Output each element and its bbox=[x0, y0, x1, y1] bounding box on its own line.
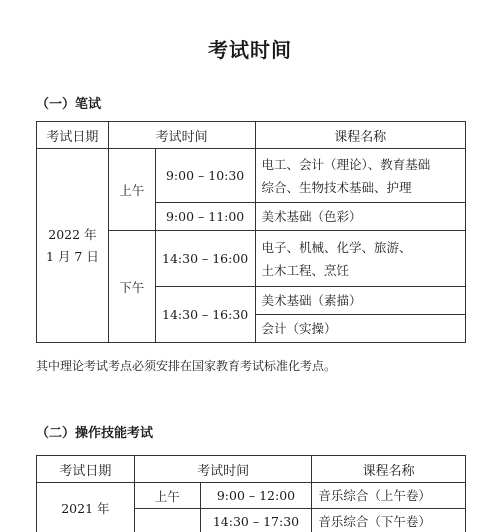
course-cell: 会计（实操） bbox=[255, 315, 465, 343]
time-cell: 14:30 – 17:30 bbox=[200, 509, 312, 532]
header-exam-time: 考试时间 bbox=[134, 456, 312, 483]
course-line: 综合、生物技术基础、护理 bbox=[261, 179, 412, 195]
exam-date-year: 2021 年 bbox=[61, 500, 110, 516]
header-exam-date: 考试日期 bbox=[37, 456, 135, 483]
period-morning: 上午 bbox=[134, 483, 200, 509]
table-header-row bbox=[37, 456, 466, 483]
exam-date-year: 2022 年 bbox=[48, 226, 97, 242]
header-exam-date: 考试日期 bbox=[37, 122, 109, 149]
written-exam-table bbox=[36, 121, 466, 343]
table-row bbox=[37, 483, 466, 509]
course-cell: 美术基础（色彩） bbox=[255, 203, 465, 231]
exam-venue-note: 其中理论考试考点必须安排在国家教育考试标准化考点。 bbox=[36, 359, 337, 373]
course-line: 电子、机械、化学、旅游、 bbox=[261, 239, 412, 255]
course-cell bbox=[255, 149, 465, 203]
course-cell: 美术基础（素描） bbox=[255, 287, 465, 315]
time-cell: 14:30 – 16:00 bbox=[155, 231, 255, 287]
exam-date-cell bbox=[37, 483, 135, 532]
time-cell: 9:00 – 10:30 bbox=[155, 149, 255, 203]
period-morning: 上午 bbox=[108, 149, 155, 231]
table-header-row bbox=[37, 122, 466, 149]
practical-exam-table bbox=[36, 455, 466, 532]
course-line: 土木工程、烹饪 bbox=[261, 262, 350, 278]
course-cell: 音乐综合（下午卷） bbox=[312, 509, 466, 532]
period-afternoon bbox=[134, 509, 200, 532]
header-exam-time: 考试时间 bbox=[108, 122, 255, 149]
course-line: 电工、会计（理论）、教育基础 bbox=[261, 156, 431, 172]
time-cell: 9:00 – 11:00 bbox=[155, 203, 255, 231]
page-title: 考试时间 bbox=[208, 38, 292, 62]
period-afternoon: 下午 bbox=[108, 231, 155, 343]
exam-date-day: 1 月 7 日 bbox=[46, 248, 99, 264]
time-cell: 14:30 – 16:30 bbox=[155, 287, 255, 343]
section-heading-practical: （二）操作技能考试 bbox=[36, 426, 154, 441]
header-course-name: 课程名称 bbox=[312, 456, 466, 483]
time-cell: 9:00 – 12:00 bbox=[200, 483, 312, 509]
course-cell: 音乐综合（上午卷） bbox=[312, 483, 466, 509]
exam-date-cell bbox=[37, 149, 109, 343]
header-course-name: 课程名称 bbox=[255, 122, 465, 149]
course-cell bbox=[255, 231, 465, 287]
table-row bbox=[37, 149, 466, 203]
section-heading-written: （一）笔试 bbox=[36, 97, 102, 112]
